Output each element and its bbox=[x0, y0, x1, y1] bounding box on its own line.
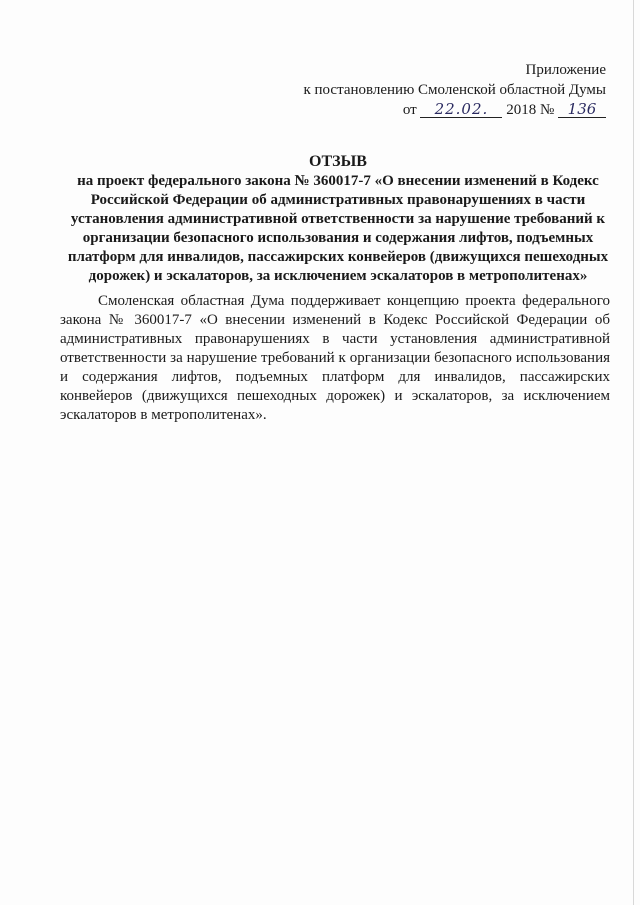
annex-label: Приложение bbox=[525, 62, 606, 78]
annex-date-line bbox=[206, 100, 606, 120]
scan-edge-line bbox=[633, 0, 634, 905]
year-number-label: 2018 № bbox=[506, 102, 555, 118]
title-heading: ОТЗЫВ bbox=[309, 153, 367, 170]
annex-resolution-ref: к постановлению Смоленской областной Думы bbox=[303, 82, 606, 98]
annex-block bbox=[206, 60, 606, 120]
title-subtitle: на проект федерального закона № 360017-7 «О внесении изменений в Кодекс Российской Федерации об административных правонарушениях в части установления административной ответственности за нарушение требований к организации безопасного использования и содержания лифтов, подъемных платформ для инвалидов, пассажирских конвейеров (движущихся пешеходных дорожек) и эскалаторов, за исключением эскалаторов в метрополитенах» bbox=[67, 173, 609, 284]
handwritten-number: 136 bbox=[558, 101, 606, 118]
handwritten-date: 22.02. bbox=[420, 101, 502, 118]
body-paragraph: Смоленская областная Дума поддерживает концепцию проекта федерального закона № 360017-7 «О внесении изменений в Кодекс Российской Федерации об административных правонарушениях в части установления административной ответственности за нарушение требований к организации безопасного использования и содержания лифтов, подъемных платформ для инвалидов, пассажирских конвейеров (движущихся пешеходных дорожек) и эскалаторов, за исключением эскалаторов в метрополитенах». bbox=[60, 293, 610, 423]
date-prefix: от bbox=[402, 102, 417, 118]
document-title bbox=[60, 152, 616, 286]
